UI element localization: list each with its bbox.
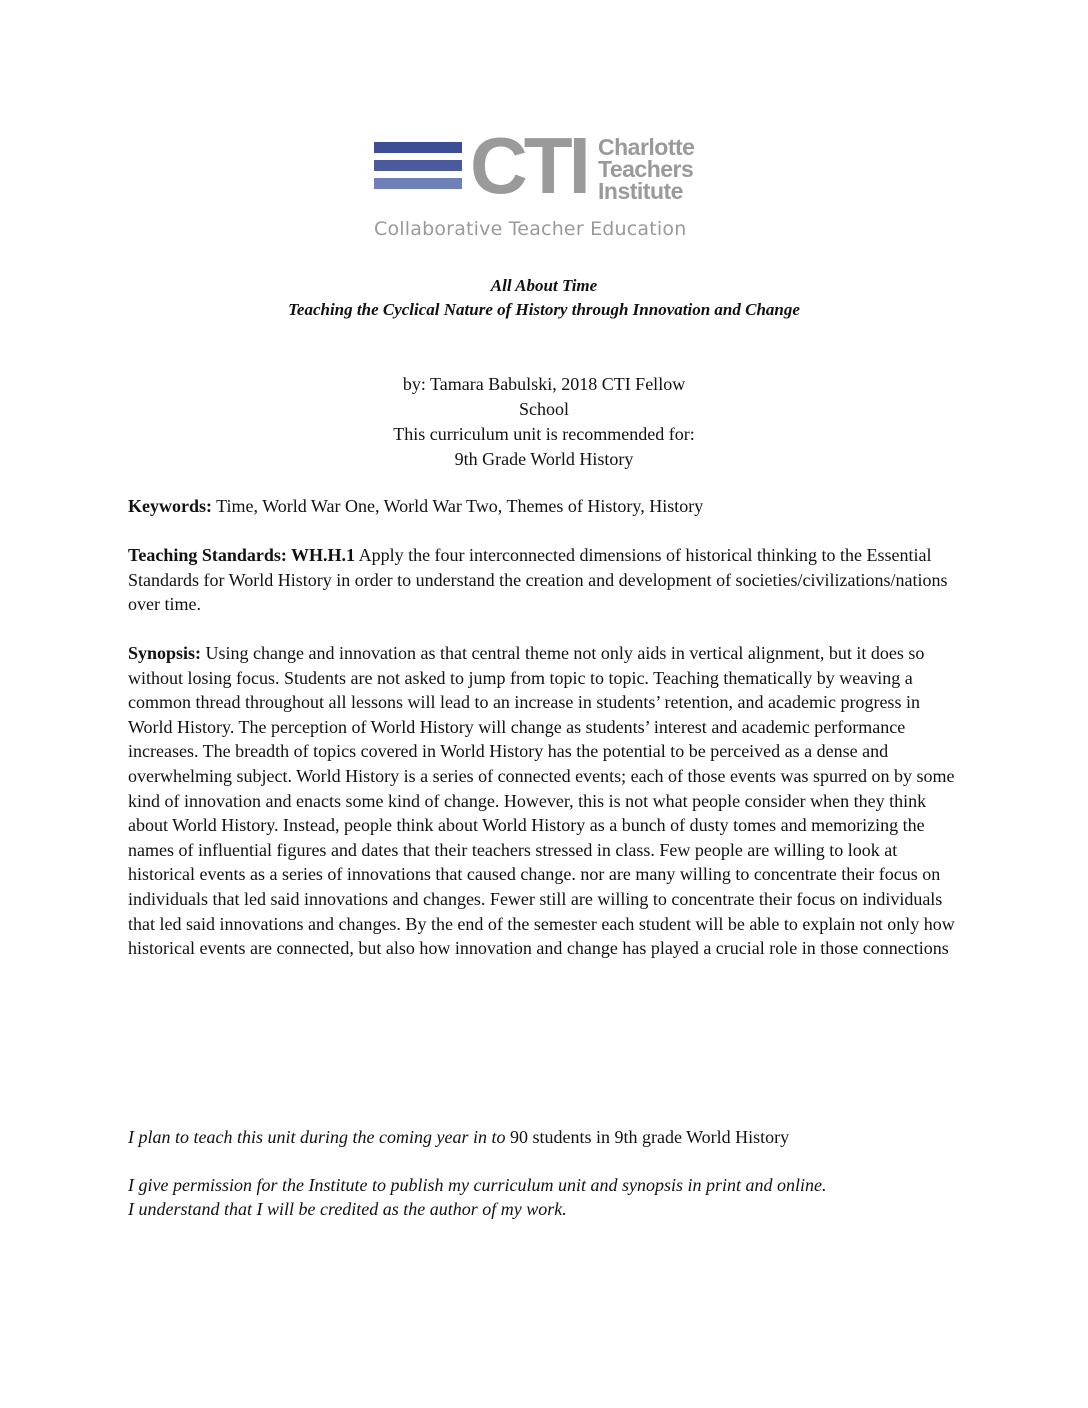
logo-bar <box>374 178 462 189</box>
recommended-intro: This curriculum unit is recommended for: <box>393 424 695 444</box>
permission-line: I give permission for the Institute to publish my curriculum unit and synopsis in print and online. <box>128 1175 827 1195</box>
document-title-block <box>0 274 1088 322</box>
cti-logo <box>374 121 724 244</box>
logo-tagline: Collaborative Teacher Education <box>374 218 687 240</box>
keywords-section <box>128 494 968 519</box>
logo-name-line: Institute <box>598 178 683 204</box>
author-byline: by: Tamara Babulski, 2018 CTI Fellow <box>402 374 686 394</box>
logo-name-line: Teachers <box>598 156 694 182</box>
standards-section <box>128 543 968 617</box>
logo-bars-icon <box>374 142 462 196</box>
author-block <box>0 372 1088 472</box>
logo-bar <box>374 160 462 171</box>
plan-statement <box>128 1125 988 1150</box>
synopsis-label: Synopsis: <box>128 643 202 663</box>
plan-italic-text: I plan to teach this unit during the coming year in to <box>128 1127 506 1147</box>
keywords-text: Time, World War One, World War Two, Themes of History, History <box>212 496 704 516</box>
permission-line: I understand that I will be credited as the author of my work. <box>128 1199 567 1219</box>
synopsis-section <box>128 641 968 961</box>
logo-name-line: Charlotte <box>598 134 695 160</box>
standards-label: Teaching Standards: WH.H.1 <box>128 545 356 565</box>
standards-text: Apply the four interconnected dimensions of historical thinking to the Essential Standards for World History in order to understand the creation and development of societies/civilizations/nations over time. <box>128 545 948 615</box>
synopsis-text: Using change and innovation as that central theme not only aids in vertical alignment, but it does so without losing focus. Students are not asked to jump from topic to topic. Teaching thematically by weaving a common thread throughout all lessons will lead to an increase in students’ retention, and academic progress in World History. The perception of World History will change as students’ interest and academic performance increases. The breadth of topics covered in World History has the potential to be perceived as a dense and overwhelming subject. World History is a series of connected events; each of those events was spurred on by some kind of innovation and enacts some kind of change. However, this is not what people consider when they think about World History. Instead, people think about World History as a bunch of dusty tomes and memorizing the names of influential figures and dates that their teachers stressed in class. Few people are willing to look at historical events as a series of innovations that caused change. nor are many willing to concentrate their focus on individuals that led said innovations and changes. Fewer still are willing to concentrate their focus on individuals that led said innovations and changes. By the end of the semester each student will be able to explain not only how historical events are connected, but also how innovation and change has played a crucial role in those connections <box>128 643 955 959</box>
keywords-label: Keywords: <box>128 496 212 516</box>
recommended-grade: 9th Grade World History <box>454 449 634 469</box>
document-subtitle: Teaching the Cyclical Nature of History through Innovation and Change <box>288 300 800 319</box>
permission-statement <box>128 1173 988 1221</box>
document-title: All About Time <box>490 276 598 295</box>
plan-rest-text: 90 students in 9th grade World History <box>505 1127 790 1147</box>
author-school: School <box>518 399 569 419</box>
logo-bar <box>374 142 462 153</box>
logo-institute-name <box>598 136 694 202</box>
logo-mark-text: CTI <box>470 121 587 210</box>
